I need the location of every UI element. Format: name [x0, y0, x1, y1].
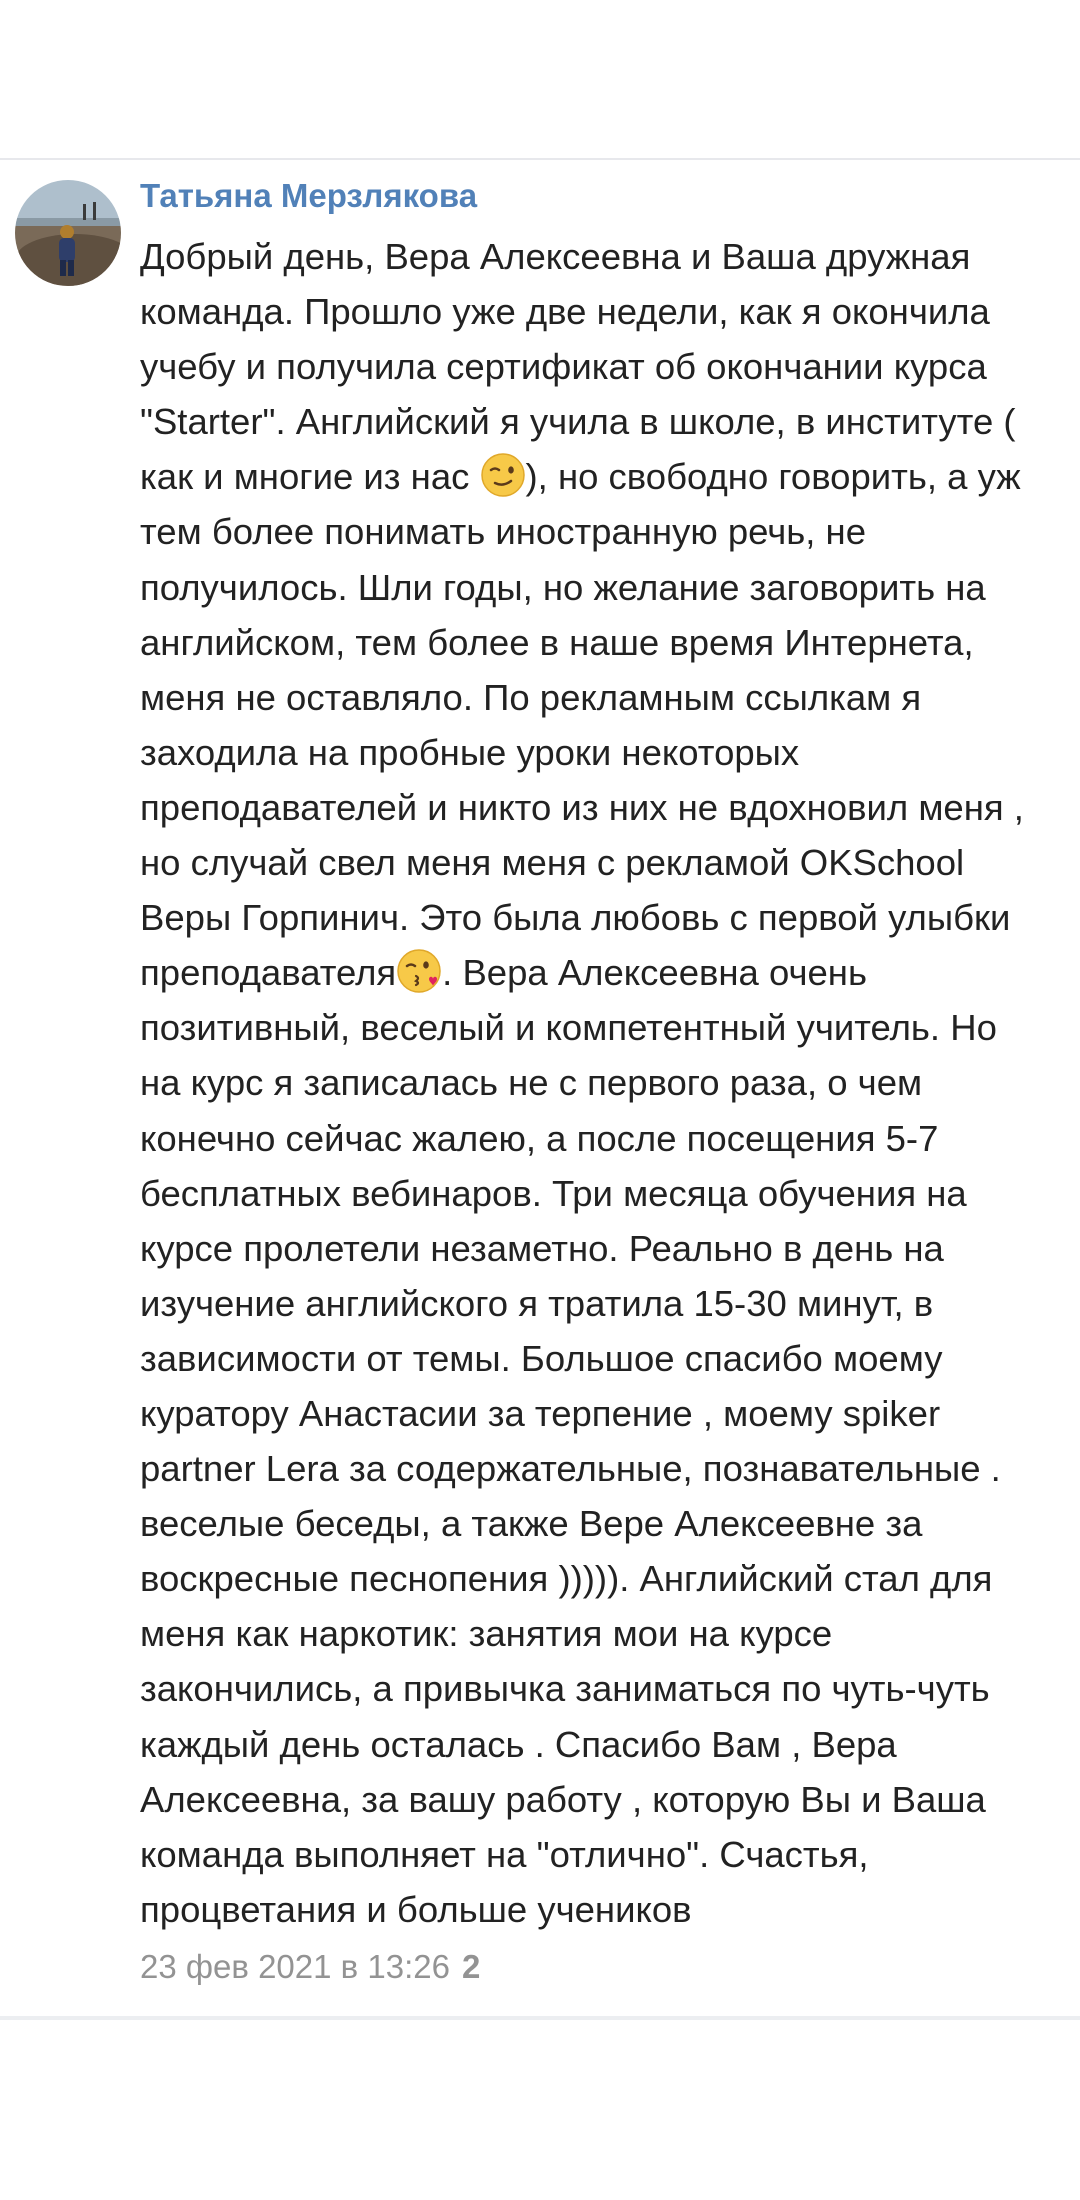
comment-line-part: . Вера Алексеевна очень [442, 952, 867, 994]
face-blowing-kiss-emoji-icon [396, 948, 442, 994]
comment-line: тем более понимать иностранную речь, не [140, 511, 867, 553]
comment-line: заходила на пробные уроки некоторых [140, 731, 800, 773]
comment-line: конечно сейчас жалею, а после посещения 5-7 [140, 1117, 939, 1159]
comment-line: куратору Анастасии за терпение , моему spiker [140, 1392, 941, 1434]
comment-line: Веры Горпинич. Это была любовь с первой улыбки [140, 897, 1011, 939]
winking-face-emoji-icon [480, 452, 526, 498]
comment-line: зависимости от темы. Большое спасибо моему [140, 1337, 943, 1379]
comment-line: английском, тем более в наше время Интернета, [140, 621, 974, 663]
comment-line: Алексеевна, за вашу работу , которую Вы и Ваша [140, 1778, 986, 1820]
comment-author[interactable]: Татьяна Мерзлякова [140, 177, 478, 214]
comment-line: бесплатных вебинаров. Три месяца обучения на [140, 1172, 967, 1214]
comment-line-part: ), но свободно говорить, а уж [525, 456, 1021, 498]
comment-date[interactable]: 23 фев 2021 в 13:26 [140, 1948, 450, 1985]
comment-line: меня как наркотик: занятия мои на курсе [140, 1613, 833, 1655]
user-photo-icon [15, 180, 121, 286]
comment-line: но случай свел меня меня с рекламой OKSchool [140, 842, 965, 884]
comment-line: процветания и больше учеников [140, 1888, 692, 1930]
comment-line: команда. Прошло уже две недели, как я окончила [140, 291, 990, 333]
comment-line [140, 945, 1060, 1000]
comment-line: Добрый день, Вера Алексеевна и Ваша дружная [140, 236, 971, 277]
comment-line: учебу и получила сертификат об окончании курса [140, 346, 987, 388]
comment-line: воскресные песнопения ))))). Английский стал для [140, 1558, 993, 1600]
comment-text [140, 229, 1060, 1937]
comment-line: курсе пролетели незаметно. Реально в день на [140, 1227, 944, 1269]
comment-line: изучение английского я тратила 15-30 минут, в [140, 1282, 934, 1324]
comment-line: "Starter". Английский я учила в школе, в институте ( [140, 401, 1016, 443]
comment-line: на курс я записалась не с первого раза, о чем [140, 1062, 923, 1104]
comment-line-part: преподавателя [140, 952, 397, 994]
bottom-divider [0, 2016, 1080, 2020]
comment-line: каждый день осталась . Спасибо Вам , Вера [140, 1723, 897, 1765]
likes-count[interactable]: 2 [461, 1948, 481, 1985]
comment-line: команда выполняет на "отлично". Счастья, [140, 1833, 869, 1875]
comment-line: преподавателей и никто из них не вдохновил меня , [140, 786, 1024, 828]
comment-line: получилось. Шли годы, но желание заговорить на [140, 566, 986, 608]
comment-line: меня не оставляло. По рекламным ссылкам я [140, 676, 922, 718]
author-avatar[interactable] [15, 180, 121, 286]
comment [0, 160, 1080, 2018]
comment-line-part: как и многие из нас [140, 456, 480, 498]
comment-line: позитивный, веселый и компетентный учитель. Но [140, 1007, 997, 1049]
comment-line: закончились, а привычка заниматься по чуть-чуть [140, 1668, 990, 1710]
comment-meta [140, 1945, 480, 1989]
comment-line: веселые беседы, а также Вере Алексеевне за [140, 1503, 923, 1545]
comment-line [140, 449, 1060, 504]
comment-line: partner Lera за содержательные, познавательные . [140, 1448, 1001, 1490]
